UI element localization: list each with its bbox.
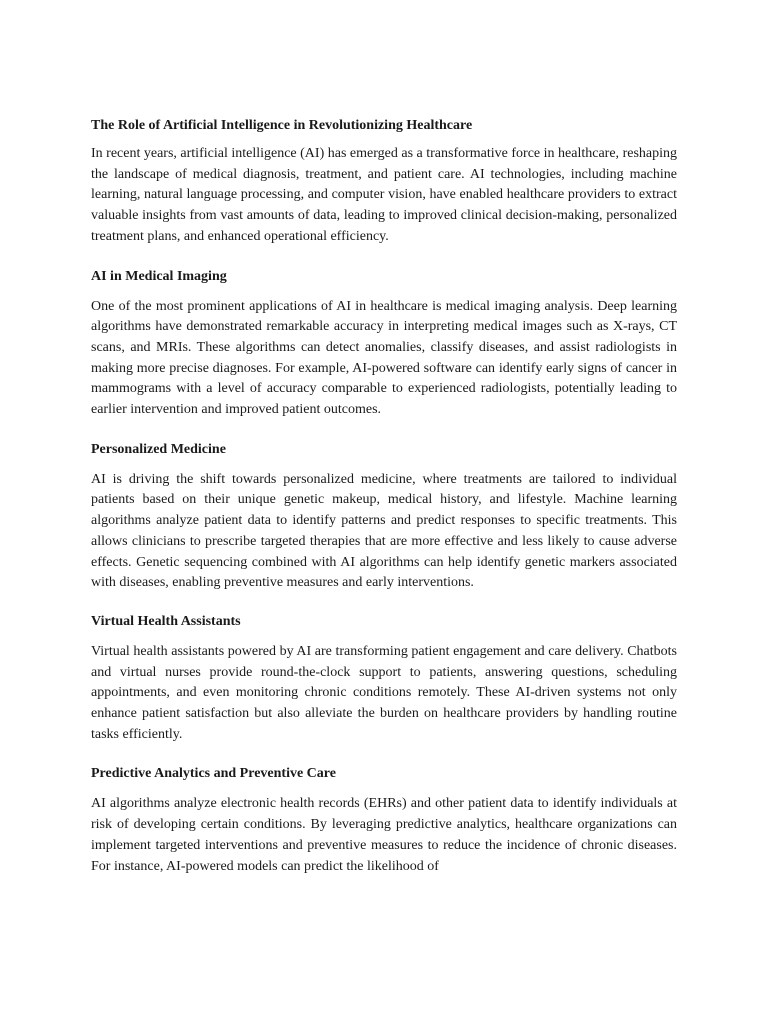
section-heading-virtual-health-assistants: Virtual Health Assistants — [91, 613, 241, 629]
section-heading-predictive-analytics: Predictive Analytics and Preventive Care — [91, 766, 336, 782]
document-page — [91, 117, 677, 897]
section-heading-personalized-medicine: Personalized Medicine — [91, 441, 226, 457]
intro-paragraph: In recent years, artificial intelligence (AI) has emerged as a transformative force in healthcare, reshaping the landscape of medical diagnosis, treatment, and patient care. AI technologies, including machine learning, natural language processing, and computer vision, have enabled healthcare providers to extract valuable insights from vast amounts of data, leading to improved clinical decision-making, personalized treatment plans, and enhanced operational efficiency. — [91, 146, 677, 244]
section-body-personalized-medicine: AI is driving the shift towards personalized medicine, where treatments are tailored to individual patients based on their unique genetic makeup, medical history, and lifestyle. Machine learning algorithms analyze patient data to identify patterns and predict responses to specific treatments. This allows clinicians to prescribe targeted therapies that are more effective and less likely to cause adverse effects. Genetic sequencing combined with AI algorithms can help identify genetic markers associated with diseases, enabling preventive measures and early interventions. — [91, 471, 677, 591]
section-heading-medical-imaging: AI in Medical Imaging — [91, 268, 227, 284]
section-body-predictive-analytics: AI algorithms analyze electronic health records (EHRs) and other patient data to identify individuals at risk of developing certain conditions. By leveraging predictive analytics, healthcare organizations can implement targeted interventions and preventive measures to reduce the incidence of chronic diseases. For instance, AI-powered models can predict the likelihood of — [91, 796, 677, 874]
section-body-virtual-health-assistants: Virtual health assistants powered by AI are transforming patient engagement and care delivery. Chatbots and virtual nurses provide round-the-clock support to patients, answering questions, scheduling appointments, and even monitoring chronic conditions remotely. These AI-driven systems not only enhance patient satisfaction but also alleviate the burden on healthcare providers by handling routine tasks efficiently. — [91, 643, 677, 742]
document-title: The Role of Artificial Intelligence in Revolutionizing Healthcare — [91, 118, 473, 133]
section-body-medical-imaging: One of the most prominent applications of AI in healthcare is medical imaging analysis. Deep learning algorithms have demonstrated remarkable accuracy in interpreting medical images such as X-rays, CT scans, and MRIs. These algorithms can detect anomalies, classify diseases, and assist radiologists in making more precise diagnoses. For example, AI-powered software can identify early signs of cancer in mammograms with a level of accuracy comparable to experienced radiologists, potentially leading to earlier intervention and improved patient outcomes. — [91, 298, 677, 418]
